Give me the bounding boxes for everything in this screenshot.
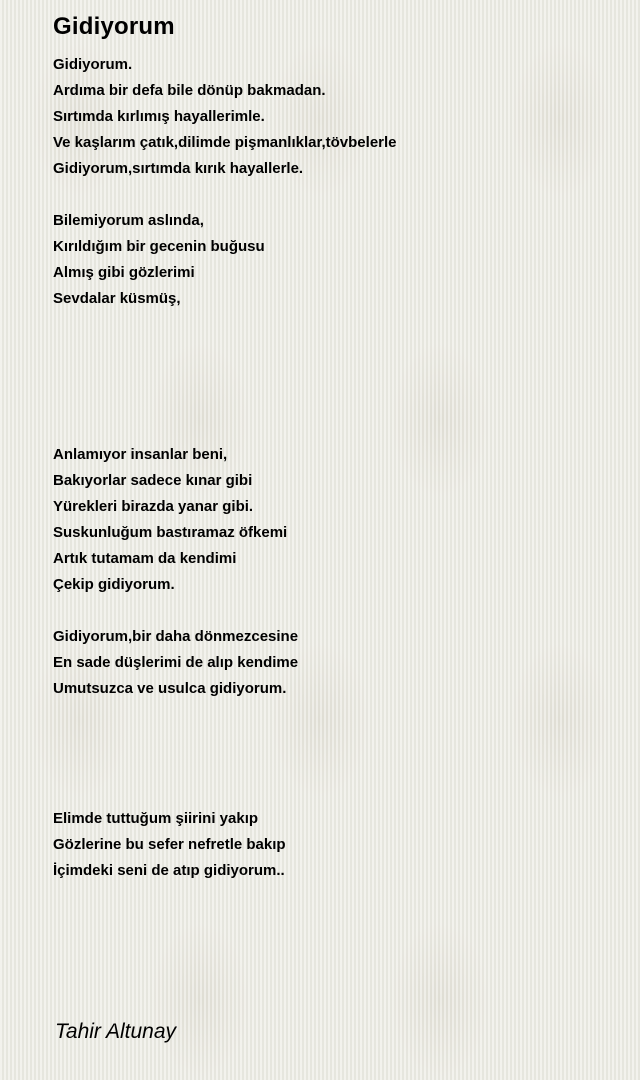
poem-line: Ve kaşlarım çatık,dilimde pişmanlıklar,tövbelerle — [53, 134, 397, 151]
stanza-break — [53, 728, 613, 754]
stanza-break — [53, 702, 613, 728]
poem-line: Gidiyorum,sırtımda kırık hayallerle. — [53, 160, 304, 177]
poem-line: Elimde tuttuğum şiirini yakıp — [53, 810, 259, 827]
stanza-break — [53, 780, 613, 806]
poem-line: Yürekleri birazda yanar gibi. — [53, 498, 254, 515]
stanza-break — [53, 416, 613, 442]
poem-line: Almış gibi gözlerimi — [53, 264, 195, 281]
poem-title: Gidiyorum — [53, 13, 175, 40]
poem-line: Umutsuzca ve usulca gidiyorum. — [53, 680, 287, 697]
stanza-break — [53, 312, 613, 338]
poem-line: Çekip gidiyorum. — [53, 576, 175, 593]
poem-line: Gidiyorum,bir daha dönmezcesine — [53, 628, 299, 645]
poem-line: Sevdalar küsmüş, — [53, 290, 181, 307]
poem-page — [53, 0, 623, 1080]
poem-line: Bilemiyorum aslında, — [53, 212, 204, 229]
stanza-break — [53, 182, 613, 208]
poem-line: Suskunluğum bastıramaz öfkemi — [53, 524, 288, 541]
stanza-break — [53, 598, 613, 624]
poem-line: Artık tutamam da kendimi — [53, 550, 237, 567]
stanza-break — [53, 390, 613, 416]
poem-line: Kırıldığım bir gecenin buğusu — [53, 238, 265, 255]
stanza-break — [53, 754, 613, 780]
poem-body — [53, 52, 613, 884]
poem-line: Sırtımda kırlımış hayallerimle. — [53, 108, 265, 125]
poem-line: İçimdeki seni de atıp gidiyorum.. — [53, 862, 285, 879]
poem-line: Gidiyorum. — [53, 56, 133, 73]
poem-line: Bakıyorlar sadece kınar gibi — [53, 472, 253, 489]
poem-line: En sade düşlerimi de alıp kendime — [53, 654, 299, 671]
poem-line: Ardıma bir defa bile dönüp bakmadan. — [53, 82, 326, 99]
stanza-break — [53, 364, 613, 390]
poem-line: Anlamıyor insanlar beni, — [53, 446, 228, 463]
poem-line: Gözlerine bu sefer nefretle bakıp — [53, 836, 286, 853]
poem-author: Tahir Altunay — [55, 1020, 177, 1043]
stanza-break — [53, 338, 613, 364]
